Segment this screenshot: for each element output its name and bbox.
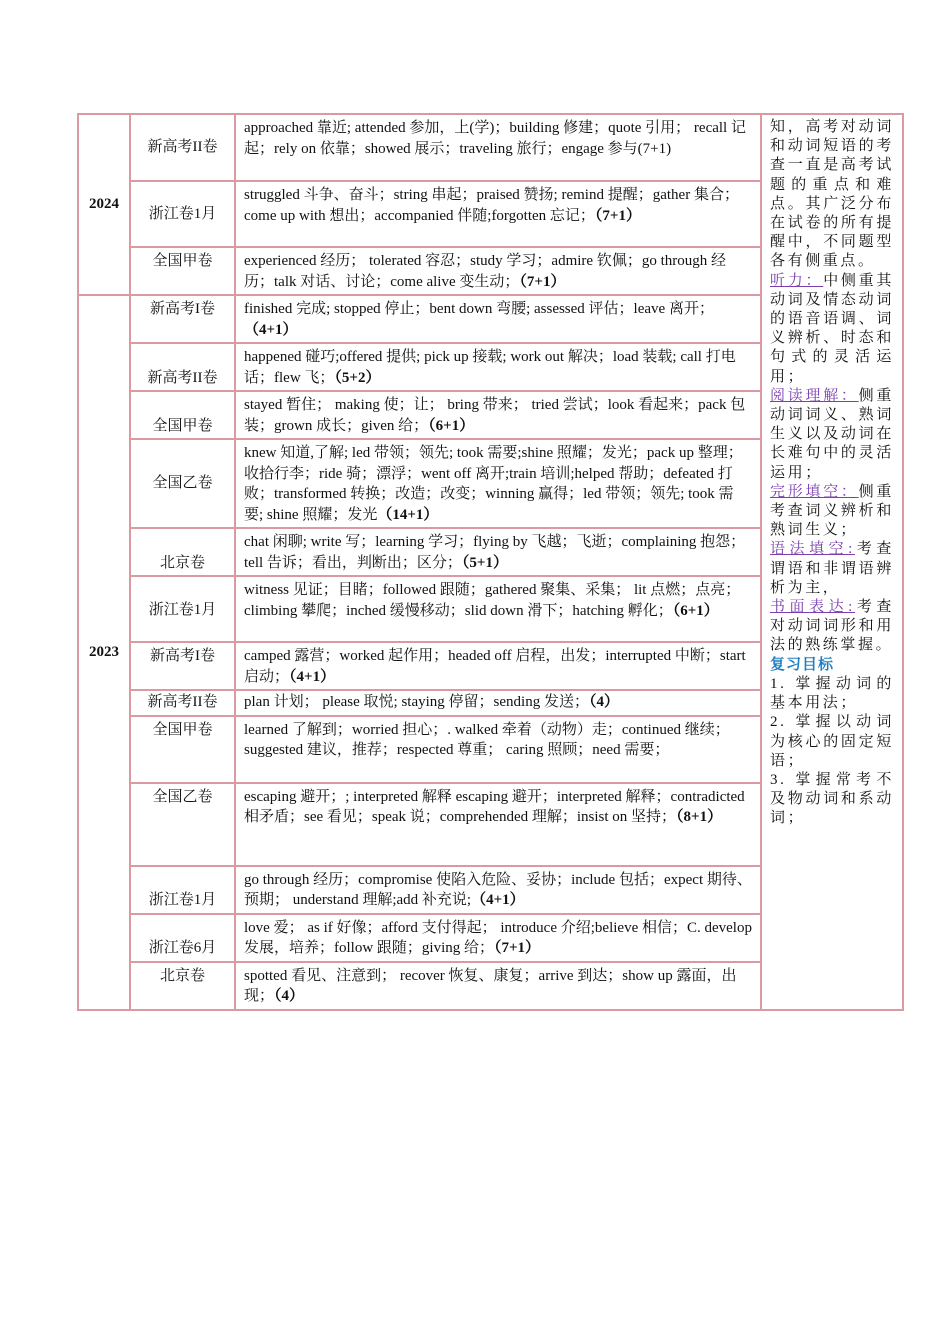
paper-cell: 全国甲卷 bbox=[130, 391, 235, 439]
paper-cell: 全国甲卷 bbox=[130, 247, 235, 295]
goal-item: 1. 掌握动词的基本用法； bbox=[770, 675, 894, 712]
paper-cell: 北京卷 bbox=[130, 962, 235, 1010]
words-cell: chat 闲聊; write 写；learning 学习；flying by 飞越；飞逝；complaining 抱怨； tell 告诉；看出，判断出；区分；（5+1） bbox=[235, 528, 761, 576]
side-note-reading: 阅读理解：侧重动词词义、熟词生义以及动词在长难句中的灵活运用； bbox=[770, 387, 894, 481]
paper-cell: 浙江卷1月 bbox=[130, 181, 235, 247]
paper-cell: 新高考II卷 bbox=[130, 114, 235, 181]
goal-item: 2. 掌握以动词为核心的固定短语； bbox=[770, 714, 894, 769]
verb-exam-table bbox=[77, 113, 904, 1011]
paper-cell: 新高考I卷 bbox=[130, 642, 235, 690]
paper-cell: 新高考II卷 bbox=[130, 690, 235, 716]
year-cell: 2024 bbox=[78, 114, 130, 295]
words-cell: stayed 暂住； making 使；让； bring 带来； tried 尝试；look 看起来；pack 包装；grown 成长；given 给；（6+1） bbox=[235, 391, 761, 439]
paper-cell: 浙江卷1月 bbox=[130, 576, 235, 642]
words-cell: approached 靠近; attended 参加，上(学)；building 修建；quote 引用； recall 记起；rely on 依靠；showed 展示；traveling 旅行；engage 参与(7+1) bbox=[235, 114, 761, 181]
words-cell: happened 碰巧;offered 提供; pick up 接载; work out 解决；load 装载; call 打电话；flew 飞；（5+2） bbox=[235, 343, 761, 391]
words-cell: love 爱； as if 好像；afford 支付得起； introduce 介绍;believe 相信；C. develop 发展，培养；follow 跟随；giving 给；（7+1） bbox=[235, 914, 761, 962]
side-note-grammar: 语法填空:考查谓语和非谓语辨析为主， bbox=[770, 541, 894, 596]
paper-cell: 全国甲卷 bbox=[130, 716, 235, 783]
words-cell: escaping 避开；; interpreted 解释 escaping 避开；interpreted 解释；contradicted 相矛盾；see 看见；speak 说；comprehended 理解；insist on 坚持；（8+1） bbox=[235, 783, 761, 866]
words-cell: finished 完成; stopped 停止；bent down 弯腰; assessed 评估；leave 离开；（4+1） bbox=[235, 295, 761, 343]
words-cell: camped 露营；worked 起作用；headed off 启程，出发；interrupted 中断；start 启动；（4+1） bbox=[235, 642, 761, 690]
side-notes-cell bbox=[761, 114, 903, 1010]
paper-cell: 北京卷 bbox=[130, 528, 235, 576]
goals-heading: 复习目标 bbox=[770, 656, 835, 673]
paper-cell: 全国乙卷 bbox=[130, 783, 235, 866]
goal-item: 3. 掌握常考不及物动词和系动词； bbox=[770, 771, 894, 827]
paper-cell: 新高考II卷 bbox=[130, 343, 235, 391]
year-cell: 2023 bbox=[78, 295, 130, 1010]
words-cell: go through 经历；compromise 使陷入危险、妥协；include 包括；expect 期待、预期； understand 理解;add 补充说;（4+1） bbox=[235, 866, 761, 914]
paper-cell: 新高考I卷 bbox=[130, 295, 235, 343]
paper-cell: 全国乙卷 bbox=[130, 439, 235, 528]
side-note-writing: 书面表达:考查对动词词形和用法的熟练掌握。 bbox=[770, 599, 894, 654]
words-cell: witness 见证；目睹；followed 跟随；gathered 聚集、采集； lit 点燃；点亮；climbing 攀爬；inched 缓慢移动；slid down 滑下；hatching 孵化；（6+1） bbox=[235, 576, 761, 642]
paper-cell: 浙江卷6月 bbox=[130, 914, 235, 962]
words-cell: spotted 看见、注意到； recover 恢复、康复；arrive 到达；show up 露面，出现；（4） bbox=[235, 962, 761, 1010]
side-note-cloze: 完形填空：侧重考查词义辨析和熟词生义； bbox=[770, 483, 894, 539]
side-intro: 知，高考对动词和动词短语的考查一直是高考试题的重点和难点。其广泛分布在试卷的所有提醒中，不同题型各有侧重点。 bbox=[770, 119, 894, 270]
words-cell: experienced 经历； tolerated 容忍；study 学习；admire 钦佩；go through 经历；talk 对话、讨论；come alive 变生动；（7+1） bbox=[235, 247, 761, 295]
table-row bbox=[78, 114, 903, 181]
words-cell: knew 知道,了解; led 带领；领先; took 需要;shine 照耀；发光；pack up 整理；收拾行李；ride 骑；漂浮；went off 离开;train 培训;helped 帮助；defeated 打败；transformed 转换；改造；改变；winning 赢得；led 带领；领先; took 需要; shine 照耀；发光（14+1） bbox=[235, 439, 761, 528]
paper-cell: 浙江卷1月 bbox=[130, 866, 235, 914]
side-note-listening: 听力：中侧重其动词及情态动词的语音语调、词义辨析、时态和句式的灵活运用； bbox=[770, 272, 894, 385]
words-cell: plan 计划； please 取悦; staying 停留；sending 发送；（4） bbox=[235, 690, 761, 716]
words-cell: learned 了解到；worried 担心；. walked 牵着（动物）走；continued 继续；suggested 建议，推荐；respected 尊重； caring 照顾；need 需要； bbox=[235, 716, 761, 783]
words-cell: struggled 斗争、奋斗；string 串起；praised 赞扬; remind 提醒；gather 集合；come up with 想出；accompanied 伴随;forgotten 忘记；（7+1） bbox=[235, 181, 761, 247]
